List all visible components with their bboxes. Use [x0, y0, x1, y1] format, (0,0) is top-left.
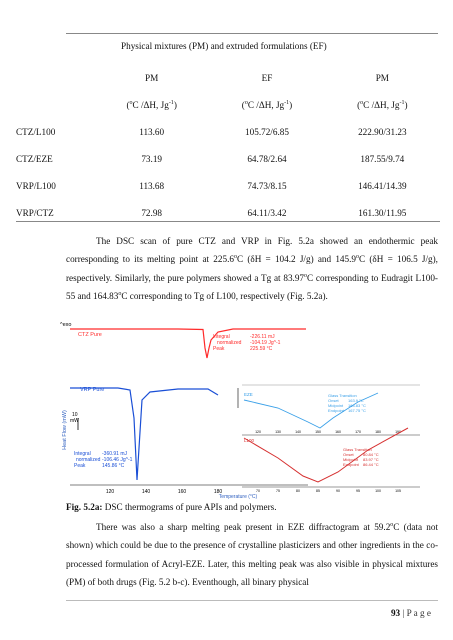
table-cell: 161.30/11.95: [358, 207, 407, 218]
x-tick: 160: [177, 489, 187, 495]
inset-tick-top: 130: [275, 430, 281, 434]
header-rule: [66, 33, 438, 34]
x-tick: 180: [213, 489, 223, 495]
vrp-label: VRP Pure: [80, 387, 105, 393]
scale-label: 10: [72, 412, 78, 418]
table-cell: 74.73/8.15: [247, 180, 287, 191]
eze-midpoint: Midpoint: [328, 403, 344, 408]
inset-tick-top: 150: [315, 430, 321, 434]
vrp-normalized-value: -106.46 Jg^-1: [102, 457, 133, 463]
table-bottom-rule: [16, 221, 440, 222]
inset-tick-bottom: 95: [356, 489, 360, 493]
l100-endpoint-value: 86.44 °C: [363, 462, 379, 467]
ctz-label: CTZ Pure: [78, 332, 102, 338]
inset-tick-top: 170: [355, 430, 361, 434]
col-header: EF: [261, 72, 273, 83]
l100-onset-value: 80.84 °C: [363, 452, 379, 457]
table-row: [16, 172, 440, 199]
table-cell: 187.55/9.74: [360, 153, 405, 164]
results-table: [16, 64, 440, 226]
inset-series-l100: L100: [244, 438, 255, 443]
dsc-thermogram-figure: [58, 318, 420, 500]
eze-endpoint: Endpoint: [328, 408, 344, 413]
eze-onset: Onset: [328, 398, 339, 403]
table-header-row: [16, 64, 440, 91]
inset-tick-bottom: 75: [276, 489, 280, 493]
row-label: CTZ/L100: [16, 126, 56, 137]
page-footer: 93 | P a g e: [390, 608, 431, 618]
eze-onset-value: 163.9 °C: [348, 398, 364, 403]
eze-midpoint-value: 164.83 °C: [348, 403, 366, 408]
inset-series-eze: EZE: [244, 392, 253, 397]
figure-caption: Fig. 5.2a: DSC thermograms of pure APIs and polymers.: [66, 502, 277, 512]
inset-tick-top: 140: [295, 430, 301, 434]
ctz-normalized-value: -104.19 Jg^-1: [250, 340, 281, 346]
table-cell: 222.90/31.23: [358, 126, 407, 137]
table-row: [16, 145, 440, 172]
table-cell: 105.72/6.85: [245, 126, 289, 137]
inset-tick-top: 160: [335, 430, 341, 434]
col-header: PM: [375, 72, 389, 83]
vrp-peak-value: 145.86 °C: [102, 463, 125, 469]
table-caption: Physical mixtures (PM) and extruded formulations (EF): [121, 41, 327, 51]
l100-onset: Onset: [343, 452, 354, 457]
ctz-integral-label: Integral: [213, 334, 230, 340]
table-cell: 64.78/2.64: [247, 153, 287, 164]
unit-header: ($^o$C /ΔH, $Jg^{-1}$): [241, 99, 293, 110]
inset-tick-top: 190: [395, 430, 401, 434]
x-tick: 140: [141, 489, 151, 495]
scale-unit: mW: [70, 418, 79, 424]
row-label: VRP/CTZ: [16, 207, 54, 218]
inset-tick-top: 180: [375, 430, 381, 434]
l100-glass-title: Glass Transition: [343, 447, 372, 452]
inset-tick-bottom: 90: [336, 489, 340, 493]
inset-tick-bottom: 105: [395, 489, 401, 493]
vrp-peak-label: Peak: [74, 463, 86, 469]
l100-midpoint-value: 83.97 °C: [363, 457, 379, 462]
table-cell: 113.68: [139, 180, 165, 191]
row-label: VRP/L100: [16, 180, 56, 191]
table-cell: 72.98: [141, 207, 162, 218]
vrp-integral-label: Integral: [74, 451, 91, 457]
l100-endpoint: Endpoint: [343, 462, 359, 467]
table-unit-row: [16, 91, 440, 118]
y-axis-label: Heat Flow (mW): [62, 410, 68, 450]
inset-tick-bottom: 80: [296, 489, 300, 493]
unit-header: ($^o$C /ΔH, $Jg^{-1}$): [126, 99, 177, 110]
exo-label: ^exo: [60, 322, 72, 328]
x-axis-label: Temperature (°C): [218, 494, 258, 500]
ctz-normalized-label: normalized: [217, 340, 242, 346]
ctz-peak-label: Peak: [213, 346, 225, 352]
paragraph-eze-melting: There was also a sharp melting peak present in EZE diffractogram at 59.2$^o$C (data not shown) which could be due to the presence of crystalline plasticizers and other ingredients in the co-processed formulation of Acryl-EZE. Later, this melting peak was also visible in physical mixtures (PM) of both drugs (Fig. 5.2 b-c). Eventhough, all binary physical: [66, 521, 438, 588]
unit-header: ($^o$C /ΔH, $Jg^{-1}$): [357, 99, 408, 110]
col-header: PM: [145, 72, 159, 83]
inset-tick-bottom: 85: [316, 489, 320, 493]
eze-endpoint-value: 167.75 °C: [348, 408, 366, 413]
vrp-integral-value: -360.91 mJ: [102, 451, 128, 457]
x-tick: 120: [105, 489, 115, 495]
ctz-peak-value: 225.59 °C: [250, 346, 273, 352]
table-cell: 113.60: [139, 126, 165, 137]
paragraph-dsc-scan: The DSC scan of pure CTZ and VRP in Fig. 5.2a showed an endothermic peak corresponding to its melting point at 225.6$^o$C (δH = 104.2 J/g) and 145.9$^o$C (δH = 106.5 J/g), respectively. Similarly, the pure polymers showed a Tg at 83.97$^o$C corresponding to Eudragit L100-55 and 164.83$^o$C corresponding to Tg of L100, respectively (Fig. 5.2a).: [66, 236, 438, 302]
table-row: [16, 118, 440, 145]
page-number: 93: [390, 608, 401, 618]
row-label: CTZ/EZE: [16, 153, 53, 164]
table-cell: 64.11/3.42: [247, 207, 287, 218]
table-cell: 73.19: [141, 153, 162, 164]
vrp-normalized-label: normalized: [76, 457, 101, 463]
table-cell: 146.41/14.39: [358, 180, 407, 191]
inset-tick-bottom: 70: [256, 489, 260, 493]
ctz-integral-value: -226.11 mJ: [250, 334, 275, 340]
footer-rule: [66, 600, 438, 601]
inset-tick-top: 120: [255, 430, 261, 434]
inset-tick-bottom: 100: [375, 489, 381, 493]
l100-midpoint: Midpoint: [343, 457, 359, 462]
eze-glass-title: Glass Transition: [328, 393, 357, 398]
page-word: P a g e: [406, 608, 431, 618]
